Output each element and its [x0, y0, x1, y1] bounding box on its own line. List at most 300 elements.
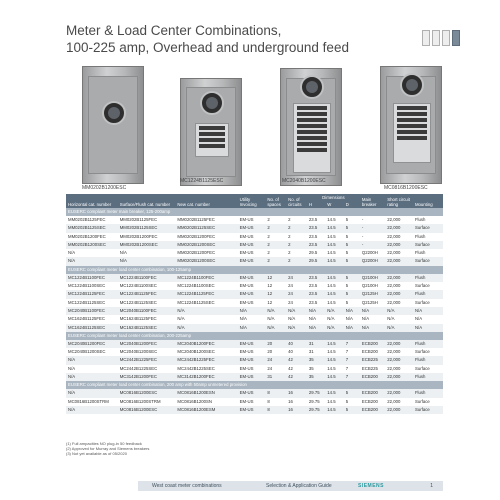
footnote: (3) Not yet available as of 05/2020 [66, 451, 127, 456]
table-cell: EM-US [238, 356, 266, 364]
header-dim-w: W [325, 201, 343, 208]
table-cell: MC2040B1200FEC [175, 340, 237, 348]
table-cell: 24 [286, 274, 307, 282]
table-cell: ECB200 [360, 406, 385, 414]
table-cell: MC1224B1125FEC [66, 290, 118, 298]
table-cell: 22,000 [385, 373, 413, 381]
header-surface-flush-cat-number: Surface/Flush cat. number [118, 194, 176, 208]
header-mounting: Mounting [413, 194, 443, 208]
table-row [66, 299, 443, 307]
table-cell: MC1224B1100SEC [66, 282, 118, 290]
table-row [66, 307, 443, 315]
table-cell: Q2100H [360, 274, 385, 282]
table-cell: N/A [385, 315, 413, 323]
table-cell: EM-US [238, 224, 266, 232]
table-cell: MM0202B1200FEC [118, 233, 176, 241]
table-cell: 42 [286, 373, 307, 381]
footer-section-title: West coast meter combinations [152, 483, 222, 489]
table-cell: 24 [265, 356, 286, 364]
table-cell: 23.5 [307, 299, 325, 307]
table-cell: 5 [344, 249, 360, 257]
table-cell: N/A [265, 324, 286, 332]
table-cell: 29.5 [307, 257, 325, 265]
table-row [66, 324, 443, 332]
table-cell: N/A [360, 307, 385, 315]
table-row [66, 241, 443, 249]
table-cell: 24 [286, 290, 307, 298]
table-cell: - [360, 224, 385, 232]
table-cell: 14.5 [325, 249, 343, 257]
table-cell: Flush [413, 249, 443, 257]
table-cell: MC0816B1200ESC [118, 389, 176, 397]
table-cell: 14.5 [325, 290, 343, 298]
table-cell: 5 [344, 290, 360, 298]
table-cell: N/A [265, 307, 286, 315]
table-cell: 22,000 [385, 216, 413, 224]
table-cell: 42 [286, 365, 307, 373]
table-cell: 29.75 [307, 406, 325, 414]
table-cell: MM0202B1200SEC [66, 241, 118, 249]
table-section-row [66, 332, 443, 340]
page-thumbnail [432, 30, 440, 46]
table-cell: N/A [175, 315, 237, 323]
table-cell: EM-US [238, 290, 266, 298]
table-cell: 22,000 [385, 290, 413, 298]
table-body [66, 208, 443, 414]
table-cell: ECB225 [360, 356, 385, 364]
table-cell: 5 [344, 299, 360, 307]
table-cell: 22,000 [385, 299, 413, 307]
table-cell: N/A [307, 307, 325, 315]
table-cell: 14.5 [325, 233, 343, 241]
table-cell: N/A [238, 315, 266, 323]
table-cell: ECB200 [360, 340, 385, 348]
table-cell: Surface [413, 282, 443, 290]
table-cell: 7 [344, 365, 360, 373]
table-cell: 2 [286, 233, 307, 241]
table-cell: 2 [265, 233, 286, 241]
table-cell: 5 [344, 406, 360, 414]
table-cell: 22,000 [385, 398, 413, 406]
table-cell: MC2442B1225FEC [118, 356, 176, 364]
table-cell: EM-US [238, 406, 266, 414]
table-row [66, 257, 443, 265]
table-cell: 23.5 [307, 216, 325, 224]
table-cell: EM-US [238, 398, 266, 406]
table-cell: EM-US [238, 216, 266, 224]
table-cell: N/A [66, 406, 118, 414]
table-row [66, 356, 443, 364]
table-cell: MC0816B1200ESN [175, 389, 237, 397]
table-cell: 8 [265, 389, 286, 397]
header-dim-d: D [344, 201, 360, 208]
table-cell: - [360, 241, 385, 249]
table-cell: N/A [265, 315, 286, 323]
table-cell: MC3142B1200FEC [175, 373, 237, 381]
table-cell: 42 [286, 356, 307, 364]
table-cell: MC0816B1200STRM [66, 398, 118, 406]
table-cell: Flush [413, 373, 443, 381]
table-cell: N/A [360, 324, 385, 332]
table-cell: MC0816B1200SN [175, 398, 237, 406]
table-cell: 35 [307, 373, 325, 381]
table-cell: MM0202B1125SEC [118, 224, 176, 232]
table-cell: 2 [265, 241, 286, 249]
table-cell: Flush [413, 290, 443, 298]
table-cell: 29.5 [307, 249, 325, 257]
product-caption: MC2040B1200ESC [282, 178, 326, 184]
table-cell: 14.5 [325, 224, 343, 232]
table-cell: N/A [360, 315, 385, 323]
table-cell: 35 [307, 356, 325, 364]
table-cell: EM-US [238, 233, 266, 241]
table-cell: Q2100H [360, 282, 385, 290]
header-horizontal-cat-number: Horizontal cat. number [66, 194, 118, 208]
table-cell: EM-US [238, 365, 266, 373]
table-cell: N/A [66, 249, 118, 257]
table-cell: MC3142B1200FEC [118, 373, 176, 381]
table-cell: 2 [286, 224, 307, 232]
table-cell: 14.5 [325, 257, 343, 265]
table-cell: 22,000 [385, 241, 413, 249]
table-cell: 14.5 [325, 216, 343, 224]
table-cell: 14.5 [325, 398, 343, 406]
table-cell: 12 [265, 299, 286, 307]
table-cell: Surface [413, 365, 443, 373]
table-cell: MC2040B1100FEC [66, 307, 118, 315]
table-cell: ECB225 [360, 365, 385, 373]
table-cell: N/A [413, 307, 443, 315]
table-cell: MM0202B1125SEC [66, 224, 118, 232]
table-cell: N/A [118, 257, 176, 265]
section-title: EUSERC compliant meter load center combination, 200 amp with 50amp unmetered provision [66, 381, 443, 389]
table-cell: 14.5 [325, 274, 343, 282]
table-cell: MC2442B1225SEC [118, 365, 176, 373]
table-cell: MC1224B1100FEC [66, 274, 118, 282]
table-cell: N/A [385, 307, 413, 315]
table-cell: EM-US [238, 282, 266, 290]
table-cell: EM-US [238, 299, 266, 307]
table-cell: 24 [265, 365, 286, 373]
table-cell: MM0202B1200SEC [175, 241, 237, 249]
table-cell: 29.75 [307, 398, 325, 406]
table-row [66, 274, 443, 282]
table-cell: 2 [265, 224, 286, 232]
table-cell: 5 [344, 274, 360, 282]
table-cell: 31 [265, 373, 286, 381]
table-cell: 23.5 [307, 224, 325, 232]
table-cell: - [360, 216, 385, 224]
table-cell: 12 [265, 274, 286, 282]
table-cell: 5 [344, 233, 360, 241]
table-cell: MM0202B1125FEC [118, 216, 176, 224]
page-thumbnail-strip [422, 30, 460, 46]
table-cell: MC1624B1125FEC [118, 315, 176, 323]
table-cell: N/A [118, 249, 176, 257]
table-cell: MM0202B1200FEC [175, 249, 237, 257]
table-header-row [66, 194, 443, 201]
table-cell: 2 [286, 216, 307, 224]
table-cell: 22,000 [385, 348, 413, 356]
table-cell: 23.5 [307, 233, 325, 241]
table-cell: 14.5 [325, 373, 343, 381]
table-cell: 22,000 [385, 356, 413, 364]
footer-guide-title: Selection & Application Guide [266, 483, 332, 489]
table-cell: 14.5 [325, 299, 343, 307]
table-row [66, 340, 443, 348]
table-cell: Q2200H [360, 249, 385, 257]
table-cell: ECB200 [360, 389, 385, 397]
table-cell: 23.5 [307, 241, 325, 249]
page-title [66, 22, 396, 56]
table-cell: N/A [175, 324, 237, 332]
table-cell: MM0202B1125SEC [175, 224, 237, 232]
table-cell: 40 [286, 340, 307, 348]
table-cell: EM-US [238, 274, 266, 282]
table-cell: 5 [344, 241, 360, 249]
product-images [68, 66, 444, 196]
product-image-load-center-125 [180, 78, 242, 186]
page-thumbnail [442, 30, 450, 46]
table-cell: 16 [286, 389, 307, 397]
header-dimensions: Dimensions [307, 194, 360, 201]
table-cell: N/A [344, 307, 360, 315]
table-cell: N/A [286, 307, 307, 315]
page-thumbnail [422, 30, 430, 46]
product-caption: MC0816B1200ESC [384, 185, 428, 191]
table-cell: N/A [66, 365, 118, 373]
table-cell: N/A [66, 373, 118, 381]
table-cell: 22,000 [385, 257, 413, 265]
footer-page-number: 1 [430, 483, 433, 489]
table-row [66, 365, 443, 373]
table-cell: 14.5 [325, 406, 343, 414]
table-cell: 23.5 [307, 274, 325, 282]
table-cell: MC0816B1200ESC [118, 406, 176, 414]
table-cell: MM0202B1200SEC [175, 257, 237, 265]
table-cell: Flush [413, 274, 443, 282]
table-cell: 16 [286, 398, 307, 406]
table-cell: MC2040B1200FEC [66, 340, 118, 348]
table-cell: MC1224B1100SEC [175, 282, 237, 290]
section-title: EUSERC compliant meter main breaker, 125-200amp [66, 208, 443, 216]
table-cell: MM0202B1125FEC [66, 216, 118, 224]
table-cell: 22,000 [385, 274, 413, 282]
table-cell: MC1624B1125SEC [118, 324, 176, 332]
table-cell: 16 [286, 406, 307, 414]
table-cell: Q2125H [360, 290, 385, 298]
table-cell: EM-US [238, 389, 266, 397]
table-row [66, 398, 443, 406]
table-cell: MC1224B1125SEC [118, 299, 176, 307]
table-cell: MC2040B1200SEC [66, 348, 118, 356]
table-row [66, 216, 443, 224]
table-cell: MC0816B1200ESM [175, 406, 237, 414]
page-footer [138, 481, 443, 491]
table-cell: N/A [175, 307, 237, 315]
table-cell: N/A [325, 307, 343, 315]
table-cell: MM0202B1125FEC [175, 216, 237, 224]
table-cell: MC1224B1125FEC [175, 290, 237, 298]
table-row [66, 233, 443, 241]
table-row [66, 348, 443, 356]
table-cell: 22,000 [385, 233, 413, 241]
table-cell: Flush [413, 356, 443, 364]
table-cell: 31 [307, 340, 325, 348]
table-cell: 14.5 [325, 365, 343, 373]
title-line-1: Meter & Load Center Combinations, [66, 23, 282, 38]
table-cell: N/A [66, 257, 118, 265]
table-cell: 40 [286, 348, 307, 356]
table-cell: Surface [413, 224, 443, 232]
table-cell: 14.5 [325, 241, 343, 249]
table-cell: Flush [413, 216, 443, 224]
table-cell: MC2040B1200FEC [118, 340, 176, 348]
table-cell: Surface [413, 299, 443, 307]
table-cell: 14.5 [325, 340, 343, 348]
table-cell: 12 [265, 290, 286, 298]
section-title: EUSERC compliant meter load center combination, 100-125amp [66, 266, 443, 274]
table-cell: MC1224B1125SEC [175, 299, 237, 307]
table-cell: MC1224B1125SEC [66, 299, 118, 307]
table-cell: 22,000 [385, 249, 413, 257]
table-cell: N/A [238, 307, 266, 315]
table-cell: 29.75 [307, 389, 325, 397]
table-cell: 22,000 [385, 406, 413, 414]
footnote: (1) Full ampacities NO plug-in 50 feedback [66, 441, 142, 446]
table-cell: MC2040B1100FEC [118, 307, 176, 315]
table-section-row [66, 266, 443, 274]
table-cell: 20 [265, 348, 286, 356]
table-cell: MC1224B1100FEC [175, 274, 237, 282]
table-cell: 7 [344, 348, 360, 356]
table-cell: 5 [344, 224, 360, 232]
table-row [66, 290, 443, 298]
table-cell: EM-US [238, 257, 266, 265]
table-cell: ECB200 [360, 398, 385, 406]
table-cell: N/A [66, 356, 118, 364]
table-cell: N/A [325, 324, 343, 332]
header-dim-h: H [307, 201, 325, 208]
table-cell: Q2200H [360, 257, 385, 265]
table-cell: MC2442B1225FEC [175, 356, 237, 364]
table-cell: Surface [413, 348, 443, 356]
table-cell: MM0202B1200SEC [118, 241, 176, 249]
table-cell: N/A [238, 324, 266, 332]
table-cell: 23.5 [307, 290, 325, 298]
table-cell: EM-US [238, 249, 266, 257]
table-cell: N/A [286, 315, 307, 323]
table-cell: 8 [265, 406, 286, 414]
table-cell: 2 [286, 249, 307, 257]
header-utility-invoicing: Utility Invoicing [238, 194, 266, 208]
table-cell: 22,000 [385, 224, 413, 232]
footnote: (2) Approved for Murray and Siemens breakers [66, 446, 150, 451]
catalog-table [66, 194, 443, 414]
header-main-breaker: Main breaker [360, 194, 385, 208]
table-cell: 2 [265, 249, 286, 257]
table-cell: 5 [344, 216, 360, 224]
table-cell: 14.5 [325, 356, 343, 364]
table-cell: 5 [344, 282, 360, 290]
table-cell: - [360, 233, 385, 241]
table-row [66, 249, 443, 257]
table-cell: N/A [385, 324, 413, 332]
table-row [66, 389, 443, 397]
table-cell: N/A [413, 315, 443, 323]
table-cell: 2 [286, 241, 307, 249]
table-cell: 5 [344, 389, 360, 397]
table-cell: 2 [286, 257, 307, 265]
table-cell: 2 [265, 257, 286, 265]
table-cell: 22,000 [385, 389, 413, 397]
table-cell: MC1624B1125SEC [66, 324, 118, 332]
table-cell: 5 [344, 398, 360, 406]
product-image-load-center-unmetered [380, 66, 442, 184]
page-thumbnail-active [452, 30, 460, 46]
header-circuits: No. of circuits [286, 194, 307, 208]
table-section-row [66, 381, 443, 389]
product-image-meter-main [82, 66, 144, 184]
table-row [66, 373, 443, 381]
table-cell: Flush [413, 233, 443, 241]
table-cell: 8 [265, 398, 286, 406]
table-row [66, 224, 443, 232]
table-cell: Surface [413, 406, 443, 414]
table-row [66, 406, 443, 414]
table-cell: MC2442B1225SEC [175, 365, 237, 373]
table-cell: 31 [307, 348, 325, 356]
table-cell: MM0202B1200FEC [175, 233, 237, 241]
table-cell: 35 [307, 365, 325, 373]
table-cell: N/A [344, 324, 360, 332]
header-short-circuit-rating: Short circuit rating [385, 194, 413, 208]
table-cell: Flush [413, 389, 443, 397]
table-cell: N/A [307, 315, 325, 323]
product-caption: MC1224B1125ESC [180, 178, 224, 184]
table-cell: 7 [344, 356, 360, 364]
footer-brand-logo: SIEMENS [358, 483, 385, 489]
table-cell: EM-US [238, 373, 266, 381]
table-cell: Surface [413, 241, 443, 249]
table-cell: MC1624B1125FEC [66, 315, 118, 323]
table-cell: 12 [265, 282, 286, 290]
product-image-load-center-200 [280, 68, 342, 186]
title-line-2: 100-225 amp, Overhead and underground feed [66, 40, 349, 55]
table-cell: ECB200 [360, 348, 385, 356]
table-cell: 22,000 [385, 340, 413, 348]
header-new-cat-number: New cat. number [175, 194, 237, 208]
table-cell: EM-US [238, 241, 266, 249]
table-cell: 5 [344, 257, 360, 265]
table-cell: MM0202B1200FEC [66, 233, 118, 241]
product-caption: MM0202B1200ESC [82, 185, 127, 191]
table-cell: 20 [265, 340, 286, 348]
footnotes [66, 441, 149, 456]
table-cell: Surface [413, 398, 443, 406]
table-cell: MC0816B1200STRM [118, 398, 176, 406]
table-row [66, 315, 443, 323]
header-spaces: No. of spaces [265, 194, 286, 208]
table-cell: N/A [325, 315, 343, 323]
table-cell: 22,000 [385, 365, 413, 373]
table-cell: 24 [286, 299, 307, 307]
table-cell: ECB200 [360, 373, 385, 381]
table-cell: N/A [413, 324, 443, 332]
table-cell: 14.5 [325, 282, 343, 290]
table-cell: Flush [413, 340, 443, 348]
table-cell: 2 [265, 216, 286, 224]
